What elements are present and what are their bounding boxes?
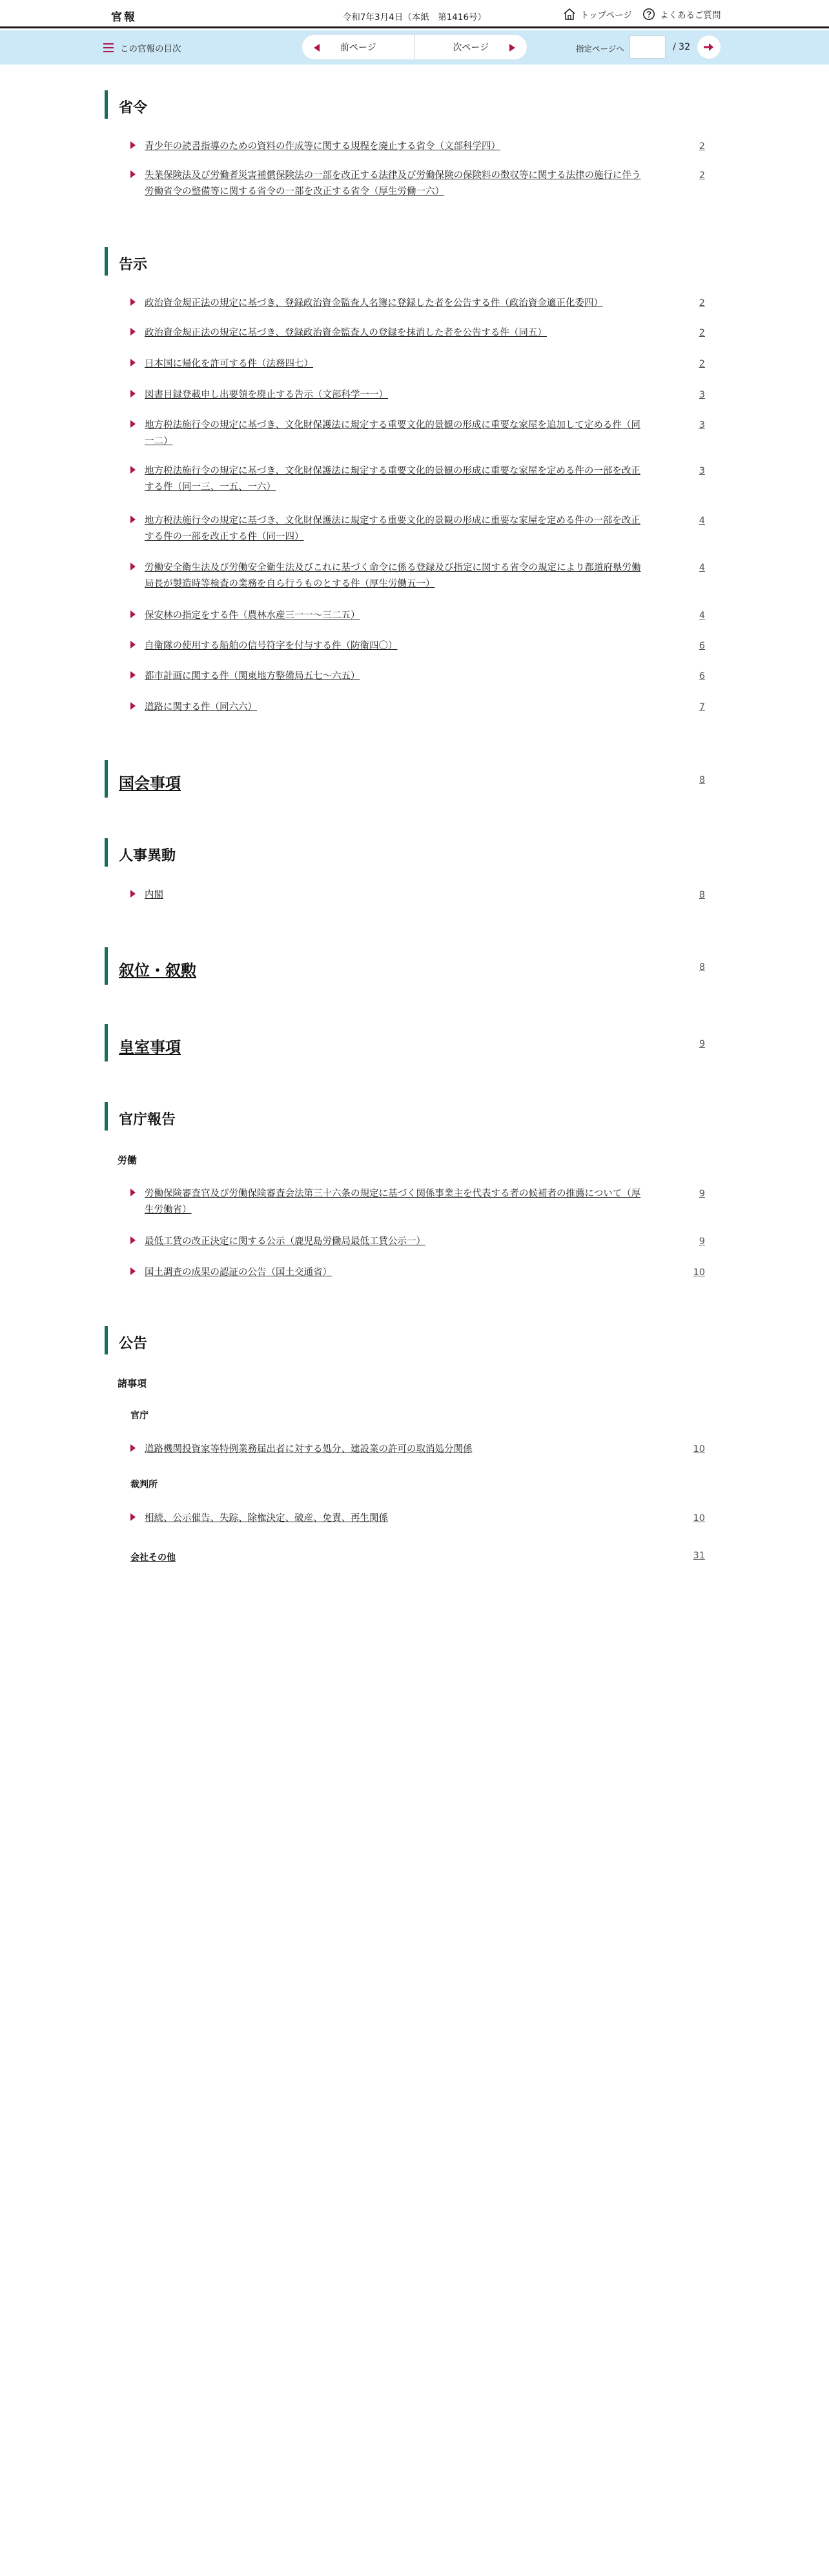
item-page[interactable]: 3 <box>699 390 705 400</box>
item-page[interactable]: 10 <box>693 1444 705 1454</box>
section-bar <box>105 1326 108 1354</box>
item-title[interactable]: 道路機関投資家等特例業務届出者に対する処分、建設業の許可の取消処分関係 <box>145 1444 473 1454</box>
go-button[interactable] <box>697 35 721 59</box>
prev-page-button[interactable] <box>302 35 414 59</box>
section-bar <box>105 947 108 985</box>
item-title[interactable]: 保安林の指定をする件（農林水産三一一～三二五） <box>145 610 360 621</box>
item-title[interactable]: 図書目録登載申し出要領を廃止する告示（文部科学一一） <box>145 390 388 400</box>
item-page[interactable]: 4 <box>699 516 705 526</box>
bullet-arrow-icon <box>130 563 136 570</box>
menu-icon <box>103 43 114 52</box>
section-title: 省令 <box>119 100 148 116</box>
item-page[interactable]: 2 <box>699 141 705 152</box>
item-page[interactable]: 6 <box>699 641 705 651</box>
faq-label: よくあるご質問 <box>660 10 721 21</box>
section-page[interactable]: 8 <box>699 962 705 972</box>
bullet-arrow-icon <box>130 1513 136 1521</box>
section-title: 告示 <box>119 257 148 273</box>
section-title-link[interactable]: 皇室事項 <box>119 1038 181 1056</box>
item-title[interactable]: 道路に関する件（同六六） <box>145 702 257 712</box>
item-page[interactable]: 2 <box>699 298 705 308</box>
item-page[interactable]: 2 <box>699 170 705 181</box>
section-bar <box>105 760 108 798</box>
bullet-arrow-icon <box>130 359 136 367</box>
bullet-arrow-icon <box>130 610 136 618</box>
item-title[interactable]: 政治資金規正法の規定に基づき、登録政治資金監査人名簿に登録した者を公告する件（政治資金適正化委四） <box>145 298 603 308</box>
page-number-input[interactable] <box>629 35 666 59</box>
item-title[interactable]: 地方税法施行令の規定に基づき、文化財保護法に規定する重要文化的景観の形成に重要な家屋を定める件の一部を改正する件（同一三、一五、一六） <box>145 466 640 492</box>
item-title[interactable]: 日本国に帰化を許可する件（法務四七） <box>145 359 313 369</box>
item-title[interactable]: 都市計画に関する件（関東地方整備局五七～六五） <box>145 671 360 681</box>
item-title[interactable]: 地方税法施行令の規定に基づき、文化財保護法に規定する重要文化的景観の形成に重要な家屋を追加して定める件（同一二） <box>145 420 640 447</box>
prev-page-label: 前ページ <box>340 43 376 53</box>
item-page[interactable]: 9 <box>699 1236 705 1247</box>
page-pager <box>302 35 527 59</box>
bullet-arrow-icon <box>130 170 136 178</box>
section-title: 人事異動 <box>119 848 176 864</box>
section-title: 官庁報告 <box>119 1112 176 1128</box>
item-title[interactable]: 最低工賃の改正決定に関する公示（鹿児島労働局最低工賃公示一） <box>145 1236 425 1247</box>
item-title[interactable]: 内閣 <box>145 890 163 900</box>
item-title[interactable]: 相続、公示催告、失踪、除権決定、破産、免責、再生関係 <box>145 1513 388 1524</box>
item-title[interactable]: 青少年の読書指導のための資料の作成等に関する規程を廃止する省令（文部科学四） <box>145 141 500 152</box>
item-page[interactable]: 7 <box>699 702 705 712</box>
item-title[interactable]: 労働安全衛生法及び労働安全衛生法及びこれに基づく命令に係る登録及び指定に関する省令の規定により都道府県労働局長が製造時等検査の業務を自ら行うものとする件（厚生労働五一） <box>145 563 641 589</box>
bullet-arrow-icon <box>130 141 136 149</box>
item-title[interactable]: 労働保険審査官及び労働保険審査会法第三十六条の規定に基づく関係事業主を代表する者の候補者の推薦について（厚生労働省） <box>145 1189 641 1215</box>
total-pages: / 32 <box>673 42 690 52</box>
company-other-link[interactable]: 会社その他 <box>130 1553 176 1563</box>
group-title: 裁判所 <box>130 1480 158 1490</box>
triangle-left-icon <box>314 44 320 52</box>
toc-label: この官報の目次 <box>120 44 181 54</box>
bullet-arrow-icon <box>130 390 136 397</box>
section-title: 公告 <box>119 1336 148 1352</box>
jump-label: 指定ページへ <box>576 44 624 54</box>
nav-bar <box>0 30 829 65</box>
bullet-arrow-icon <box>130 298 136 306</box>
section-page[interactable]: 8 <box>699 775 705 785</box>
next-page-button[interactable] <box>414 35 527 59</box>
item-title[interactable]: 失業保険法及び労働者災害補償保険法の一部を改正する法律及び労働保険の保険料の徴収等に関する法律の施行に伴う労働省令の整備等に関する省令の一部を改正する省令（厚生労働一六） <box>145 170 641 197</box>
toc-button[interactable] <box>103 41 181 54</box>
section-title-link[interactable]: 叙位・叙勲 <box>119 961 196 980</box>
bullet-arrow-icon <box>130 1236 136 1244</box>
item-page[interactable]: 2 <box>699 328 705 338</box>
issue-info: 令和7年3月4日（本紙 第1416号） <box>342 12 487 23</box>
section-title-link[interactable]: 国会事項 <box>119 774 181 792</box>
triangle-right-icon <box>509 44 515 52</box>
item-page[interactable]: 4 <box>699 610 705 621</box>
section-bar <box>105 90 108 119</box>
top-page-label: トップページ <box>580 10 632 21</box>
arrow-right-icon <box>702 41 715 54</box>
section-bar <box>105 1102 108 1131</box>
item-title[interactable]: 政治資金規正法の規定に基づき、登録政治資金監査人の登録を抹消した者を公告する件（同五） <box>145 328 547 338</box>
top-page-link[interactable] <box>563 8 632 21</box>
item-page[interactable]: 2 <box>699 359 705 369</box>
section-page[interactable]: 9 <box>699 1039 705 1049</box>
item-title[interactable]: 国土調査の成果の認証の公告（国土交通省） <box>145 1267 332 1278</box>
bullet-arrow-icon <box>130 1189 136 1196</box>
bullet-arrow-icon <box>130 466 136 474</box>
bullet-arrow-icon <box>130 328 136 336</box>
question-icon <box>642 8 655 21</box>
item-page[interactable]: 6 <box>699 671 705 681</box>
bullet-arrow-icon <box>130 420 136 428</box>
group-title: 官庁 <box>130 1411 148 1421</box>
bullet-arrow-icon <box>130 1444 136 1452</box>
section-bar <box>105 247 108 276</box>
item-page[interactable]: 8 <box>699 890 705 900</box>
item-page[interactable]: 9 <box>699 1189 705 1199</box>
item-title[interactable]: 自衛隊の使用する船舶の信号符字を付与する件（防衛四〇） <box>145 641 398 651</box>
bullet-arrow-icon <box>130 702 136 710</box>
item-page[interactable]: 10 <box>693 1513 705 1524</box>
next-page-label: 次ページ <box>453 43 489 53</box>
bullet-arrow-icon <box>130 671 136 679</box>
item-title[interactable]: 地方税法施行令の規定に基づき、文化財保護法に規定する重要文化的景観の形成に重要な家屋を定める件の一部を改正する件の一部を改正する件（同一四） <box>145 516 640 542</box>
subsection-title: 労働 <box>118 1154 138 1166</box>
bullet-arrow-icon <box>130 1267 136 1275</box>
bullet-arrow-icon <box>130 641 136 649</box>
home-icon <box>563 8 576 21</box>
item-page[interactable]: 31 <box>693 1551 705 1561</box>
item-page[interactable]: 4 <box>699 563 705 573</box>
top-header <box>0 0 829 28</box>
item-page[interactable]: 3 <box>699 420 705 430</box>
section-bar <box>105 838 108 867</box>
bullet-arrow-icon <box>130 890 136 898</box>
item-page[interactable]: 3 <box>699 466 705 476</box>
bullet-arrow-icon <box>130 516 136 523</box>
kanpo-logo[interactable]: 官報 <box>111 11 137 24</box>
item-page[interactable]: 10 <box>693 1267 705 1278</box>
subsection-title: 諸事項 <box>118 1378 147 1389</box>
faq-link[interactable] <box>642 8 721 21</box>
section-bar <box>105 1024 108 1062</box>
